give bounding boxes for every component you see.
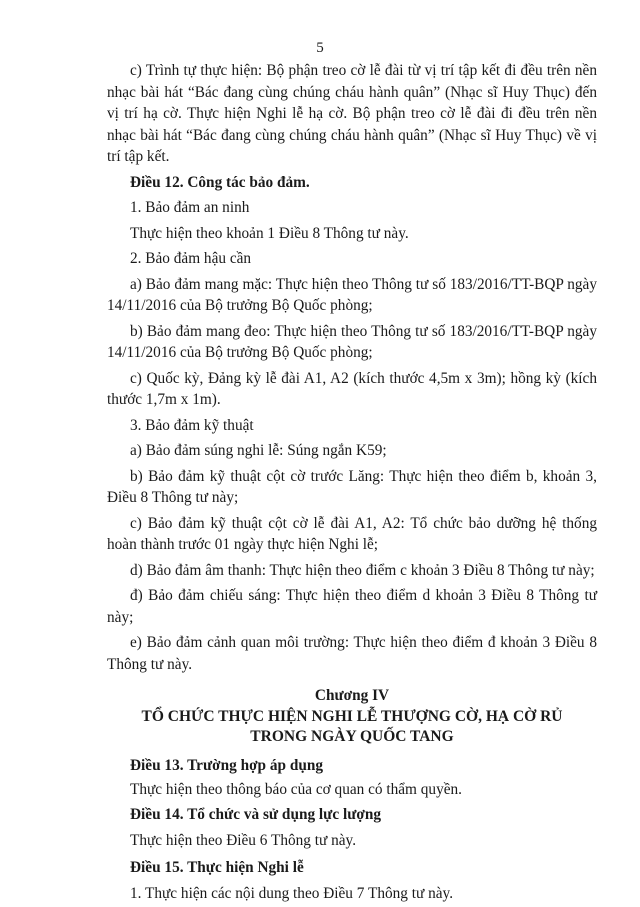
section-3c: c) Bảo đảm kỹ thuật cột cờ lễ đài A1, A2: Tổ chức bảo dưỡng hệ thống hoàn thành trước 01 ngày thực hiện Nghi lễ; bbox=[107, 514, 597, 553]
dieu-14-text: Thực hiện theo Điều 6 Thông tư này. bbox=[130, 832, 357, 849]
section-3e: e) Bảo đảm cảnh quan môi trường: Thực hiện theo điểm đ khoản 3 Điều 8 Thông tư này. bbox=[107, 634, 597, 673]
paragraph-trinh-tu: c) Trình tự thực hiện: Bộ phận treo cờ lễ đài từ vị trí tập kết đi đều trên nền nhạc bài hát “Bác đang cùng chúng cháu hành quân” (Nhạc sĩ Huy Thục) đến vị trí hạ cờ. Thực hiện Nghi lễ hạ cờ. Bộ phận treo cờ lễ đài đi đều trên nền nhạc bài hát “Bác đang cùng chúng cháu hành quân” (Nhạc sĩ Huy Thục) về vị trí tập kết. bbox=[107, 62, 597, 165]
chapter-title-line-1: TỔ CHỨC THỰC HIỆN NGHI LỄ THƯỢNG CỜ, HẠ CỜ RỦ bbox=[141, 707, 563, 725]
page-number: 5 bbox=[316, 40, 324, 56]
heading-dieu-14: Điều 14. Tổ chức và sử dụng lực lượng bbox=[130, 805, 382, 823]
section-1-text: Thực hiện theo khoản 1 Điều 8 Thông tư này. bbox=[130, 224, 409, 242]
section-1-heading: 1. Bảo đảm an ninh bbox=[130, 199, 250, 216]
section-2-heading: 2. Bảo đảm hậu cần bbox=[130, 250, 252, 267]
section-2c: c) Quốc kỳ, Đảng kỳ lễ đài A1, A2 (kích thước 4,5m x 3m); hồng kỳ (kích thước 1,7m x 1m). bbox=[107, 369, 597, 408]
heading-dieu-13: Điều 13. Trường hợp áp dụng bbox=[130, 756, 324, 774]
dieu-15-text: 1. Thực hiện các nội dung theo Điều 7 Thông tư này. bbox=[130, 885, 454, 902]
heading-dieu-15: Điều 15. Thực hiện Nghi lễ bbox=[130, 858, 304, 876]
section-3d: d) Bảo đảm âm thanh: Thực hiện theo điểm c khoản 3 Điều 8 Thông tư này; bbox=[130, 561, 595, 579]
section-2a: a) Bảo đảm mang mặc: Thực hiện theo Thông tư số 183/2016/TT-BQP ngày 14/11/2016 của Bộ trưởng Bộ Quốc phòng; bbox=[107, 275, 597, 314]
section-3dd: đ) Bảo đảm chiếu sáng: Thực hiện theo điểm d khoản 3 Điều 8 Thông tư này; bbox=[107, 587, 597, 626]
heading-dieu-12: Điều 12. Công tác bảo đảm. bbox=[130, 173, 310, 191]
chapter-title-line-2: TRONG NGÀY QUỐC TANG bbox=[250, 727, 454, 745]
chapter-label: Chương IV bbox=[314, 687, 390, 704]
section-2b: b) Bảo đảm mang đeo: Thực hiện theo Thông tư số 183/2016/TT-BQP ngày 14/11/2016 của Bộ trưởng Bộ Quốc phòng; bbox=[107, 322, 597, 361]
dieu-13-text: Thực hiện theo thông báo của cơ quan có thẩm quyền. bbox=[130, 781, 462, 798]
section-3-heading: 3. Bảo đảm kỹ thuật bbox=[130, 416, 254, 434]
section-3b: b) Bảo đảm kỹ thuật cột cờ trước Lăng: Thực hiện theo điểm b, khoản 3, Điều 8 Thông tư này; bbox=[107, 467, 597, 506]
document-body bbox=[107, 60, 597, 905]
section-3a: a) Bảo đảm súng nghi lễ: Súng ngắn K59; bbox=[130, 442, 387, 459]
